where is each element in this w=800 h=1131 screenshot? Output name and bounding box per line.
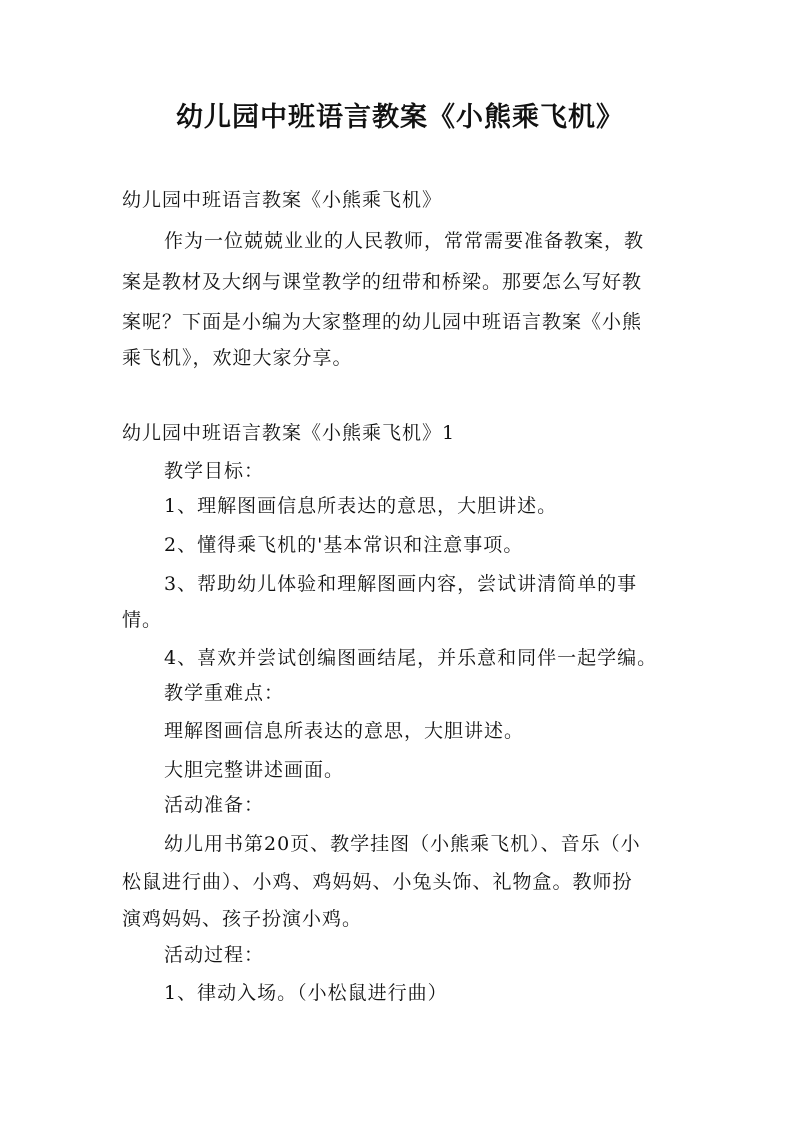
- prep-line: 幼儿用书第20页、教学挂图（小熊乘飞机）、音乐（小: [164, 833, 641, 855]
- process-step: 1、律动入场。（小松鼠进行曲）: [164, 982, 448, 1004]
- goal-item-continued: 情。: [122, 609, 163, 631]
- prep-label: 活动准备：: [164, 794, 265, 816]
- intro-line: 作为一位兢兢业业的人民教师，常常需要准备教案，教: [164, 230, 645, 252]
- goal-item: 3、帮助幼儿体验和理解图画内容，尝试讲清简单的事: [164, 573, 638, 595]
- key-points-label: 教学重难点：: [164, 682, 285, 704]
- goal-item: 1、理解图画信息所表达的意思，大胆讲述。: [164, 495, 558, 517]
- goal-item: 4、喜欢并尝试创编图画结尾，并乐意和同伴一起学编。: [164, 647, 658, 669]
- intro-line: 乘飞机》，欢迎大家分享。: [122, 347, 353, 369]
- prep-line: 松鼠进行曲）、小鸡、鸡妈妈、小兔头饰、礼物盒。教师扮: [122, 871, 633, 893]
- document-subtitle: 幼儿园中班语言教案《小熊乘飞机》: [122, 189, 443, 211]
- section-heading: 幼儿园中班语言教案《小熊乘飞机》1: [122, 422, 456, 444]
- goals-label: 教学目标：: [164, 460, 265, 482]
- intro-line: 案呢？下面是小编为大家整理的幼儿园中班语言教案《小熊: [122, 311, 643, 333]
- document-title: 幼儿园中班语言教案《小熊乘飞机》: [176, 102, 624, 133]
- key-point-item: 理解图画信息所表达的意思，大胆讲述。: [164, 720, 525, 742]
- prep-line: 演鸡妈妈、孩子扮演小鸡。: [122, 908, 363, 930]
- intro-line: 案是教材及大纲与课堂教学的纽带和桥梁。那要怎么写好教: [122, 271, 643, 293]
- process-label: 活动过程：: [164, 944, 265, 966]
- key-point-item: 大胆完整讲述画面。: [164, 759, 345, 781]
- goal-item: 2、懂得乘飞机的'基本常识和注意事项。: [164, 534, 524, 556]
